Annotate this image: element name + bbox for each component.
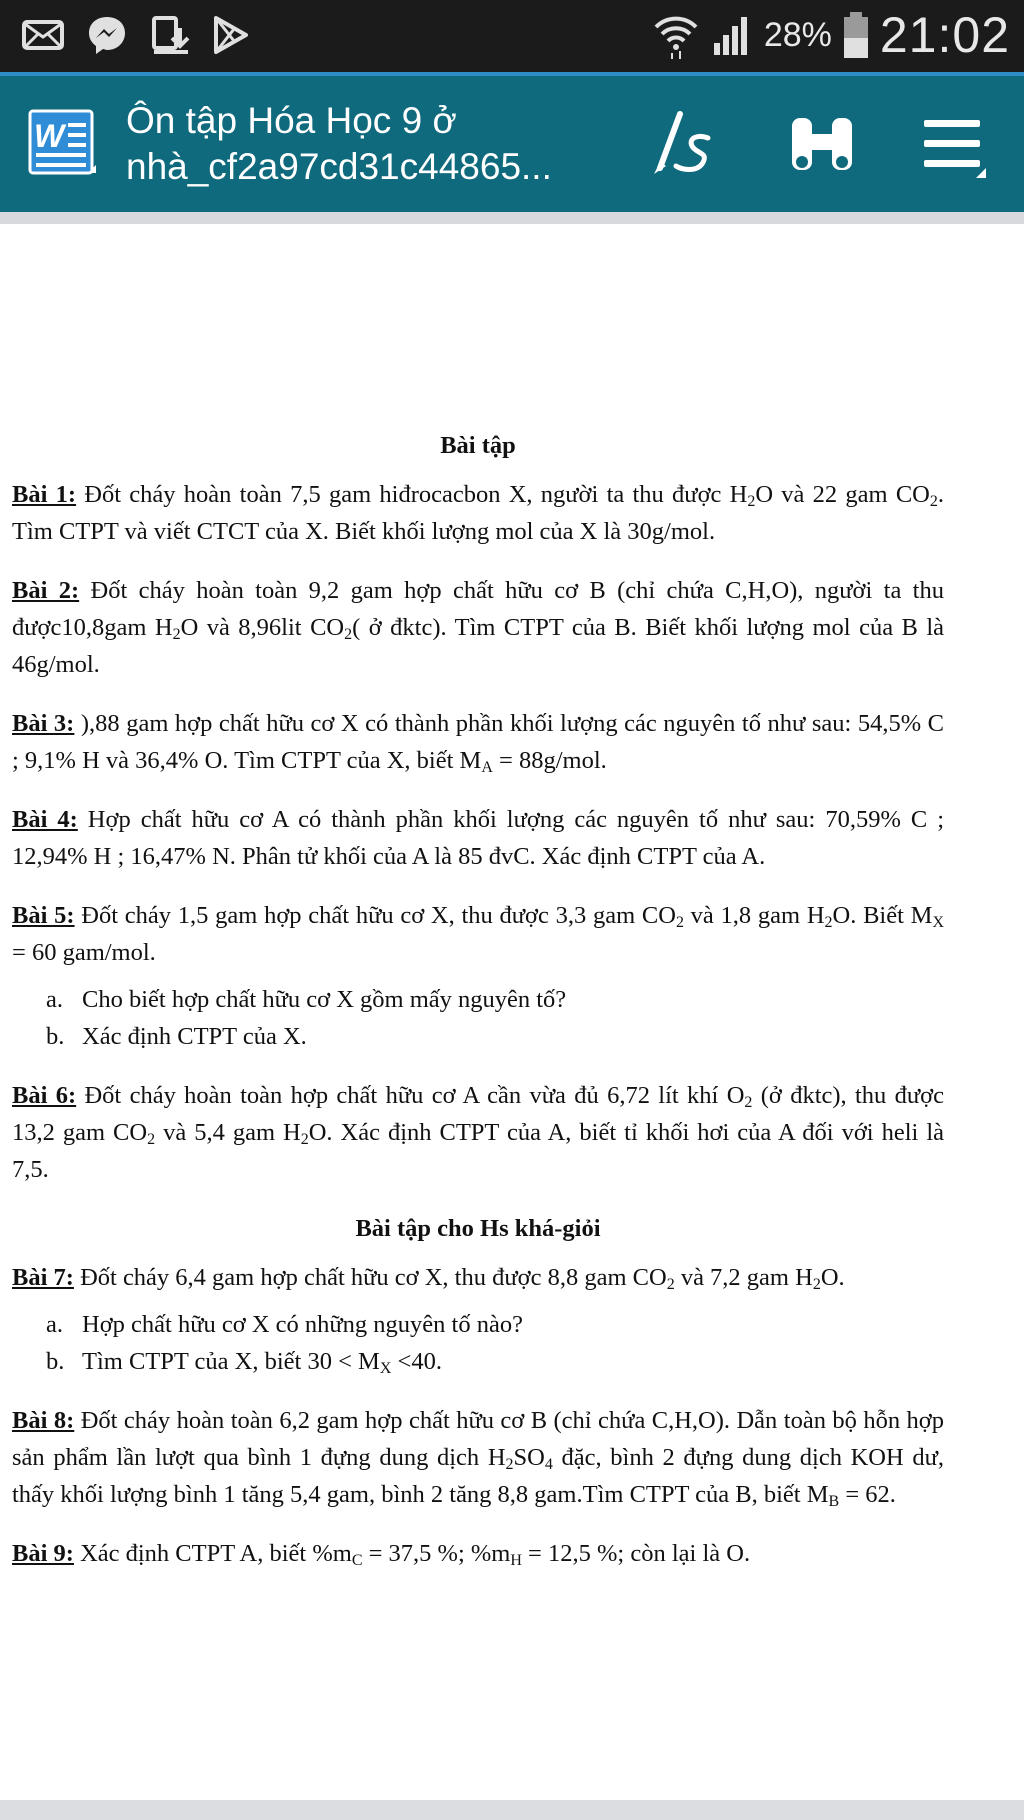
exercise-3: Bài 3: ),88 gam hợp chất hữu cơ X có thành phần khối lượng các nguyên tố như sau: 54,5% C ; 9,1% H và 36,4% O. Tìm CTPT của X, biết $M_A = 88g/mol$. [12,710,944,776]
battery-icon [842,10,870,60]
edit-icon [646,108,718,180]
exercise-6: Bài 6: Đốt cháy hoàn toàn hợp chất hữu cơ A cần vừa đủ 6,72 lít khí $O_2$ (ở đktc), thu được 13,2 gam $CO_2$ và 5,4 gam $H_2O$. Xác định CTPT của A, biết tỉ khối hơi của A đối với heli là 7,5. [12,1082,945,1183]
exercise-4: Bài 4: Hợp chất hữu cơ A có thành phần khối lượng các nguyên tố như sau: 70,59% C ; 12,94% H ; 16,47% N. Phân tử khối của A là 85 đvC. Xác định CTPT của A. [12,806,945,870]
binoculars-icon [786,108,858,180]
list-item: b. Xác định CTPT của X. [46,1023,307,1050]
document-title [126,98,586,190]
title-line-2: nhà_cf2a97cd31c44865... [126,146,552,187]
exercise-5: Bài 5: Đốt cháy 1,5 gam hợp chất hữu cơ X, thu được 3,3 gam $CO_2$ và 1,8 gam $H_2O$. Biết $M_X = 60$ gam/mol. [12,902,945,966]
download-icon [150,14,190,56]
exercise-9: Bài 9: Xác định CTPT A, biết $\%m_C = 37,5$ %; $\%m_H = 12,5$ %; còn lại là O. [12,1540,751,1569]
document-viewport[interactable] [0,224,1024,1800]
list-item: a. Hợp chất hữu cơ X có những nguyên tố nào? [46,1311,523,1338]
list-item: a. Cho biết hợp chất hữu cơ X gồm mấy nguyên tố? [46,986,567,1013]
exercise-1: Bài 1: Đốt cháy hoàn toàn 7,5 gam hiđrocacbon X, người ta thu được $H_2O$ và 22 gam $CO_2$. Tìm CTPT và viết CTCT của X. Biết khối lượng mol của X là 30g/mol. [12,481,944,545]
exercise-2: Bài 2: Đốt cháy hoàn toàn 9,2 gam hợp chất hữu cơ B (chỉ chứa C,H,O), người ta thu được10,8gam $H_2O$ và 8,96lit $CO_2$( ở đktc). Tìm CTPT của B. Biết khối lượng mol của B là 46g/mol. [12,577,945,678]
exercise-8: Bài 8: Đốt cháy hoàn toàn 6,2 gam hợp chất hữu cơ B (chỉ chứa C,H,O). Dẫn toàn bộ hỗn hợp sản phẩm lần lượt qua bình 1 đựng dung dịch $H_2SO_4$ đặc, bình 2 đựng dung dịch KOH dư, thấy khối lượng bình 1 tăng 5,4 gam, bình 2 tăng 8,8 gam.Tìm CTPT của B, biết $M_B = 62$. [12,1407,944,1510]
messenger-icon [86,14,128,56]
menu-icon [916,108,988,180]
toolbar-divider [0,212,1024,224]
notification-icons [22,14,250,56]
heading-bai-tap: Bài tập [440,432,516,459]
exercise-7-parts [12,1306,944,1380]
document-page [12,427,944,1594]
page-edge [0,1800,1024,1820]
exercise-7: Bài 7: Đốt cháy 6,4 gam hợp chất hữu cơ X, thu được 8,8 gam $CO_2$ và 7,2 gam $H_2O$. [12,1264,845,1293]
app-toolbar [0,72,1024,212]
list-item: b. Tìm CTPT của X, biết $30 < M_X <40$. [46,1348,442,1377]
heading-advanced: Bài tập cho Hs khá-giỏi [355,1215,601,1242]
menu-button[interactable] [916,108,988,180]
play-store-icon [212,15,250,55]
system-icons [652,6,1010,64]
title-line-1: Ôn tập Hóa Học 9 ở [126,100,457,141]
wifi-icon [652,11,700,59]
edit-button[interactable] [646,108,718,180]
exercise-5-parts [12,981,944,1055]
clock: 21:02 [879,7,1010,63]
find-button[interactable] [786,108,858,180]
status-bar [0,0,1024,72]
mail-icon [22,19,64,51]
signal-icon [710,13,754,57]
battery-percent: 28% [763,15,832,54]
svg-text:W: W [34,118,65,154]
word-document-icon[interactable] [28,109,98,179]
